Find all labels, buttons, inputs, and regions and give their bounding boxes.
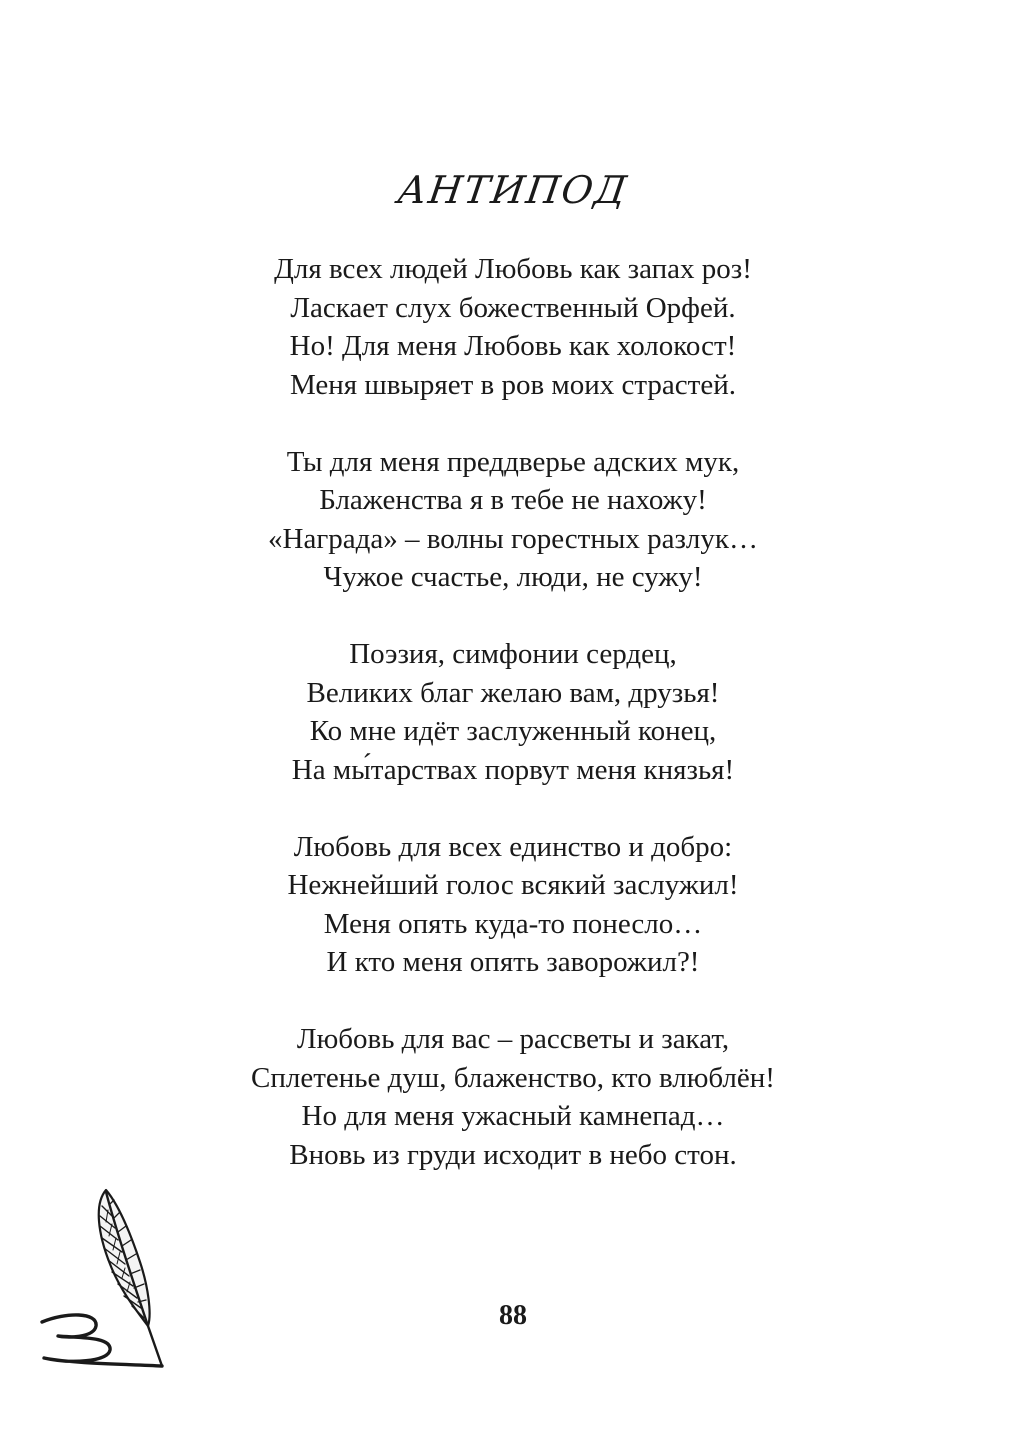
poem-line: Ласкает слух божественный Орфей. xyxy=(290,291,736,324)
poem-line: Ко мне идёт заслуженный конец, xyxy=(309,715,717,747)
poem-line: Но! Для меня Любовь как холокост! xyxy=(289,330,737,362)
poem-line: Нежнейший голос всякий заслужил! xyxy=(287,869,739,901)
poem-line: Вновь из груди исходит в небо стон. xyxy=(289,1138,737,1171)
poem-line: Сплетенье душ, блаженство, кто влюблён! xyxy=(251,1061,775,1094)
poem-line: Для всех людей Любовь как запах роз! xyxy=(274,253,752,285)
stanza-1 xyxy=(0,250,1026,404)
stanza-3 xyxy=(0,635,1026,789)
quill-feather-icon xyxy=(36,1186,170,1372)
poem-line: Блаженства я в тебе не нахожу! xyxy=(319,484,707,516)
stanza-2 xyxy=(0,443,1026,597)
poem-line: На мы́тарствах порвут меня князья! xyxy=(291,753,735,786)
poem-line: Любовь для вас – рассветы и закат, xyxy=(296,1023,730,1055)
poem-line: И кто меня опять заворожил?! xyxy=(326,946,700,978)
poem-line: Ты для меня преддверье адских мук, xyxy=(286,445,740,478)
poem-title: АНТИПОД xyxy=(395,168,631,212)
poem-line: Чужое счастье, люди, не сужу! xyxy=(323,561,703,593)
poem-body xyxy=(0,250,1026,1213)
stanza-4 xyxy=(0,828,1026,982)
poem-line: «Награда» – волны горестных разлук… xyxy=(268,522,758,555)
poem-line: Но для меня ужасный камнепад… xyxy=(301,1100,725,1132)
poem-line: Меня опять куда-то понесло… xyxy=(323,907,703,940)
stanza-5 xyxy=(0,1020,1026,1174)
page-number: 88 xyxy=(499,1300,527,1331)
poem-line: Поэзия, симфонии сердец, xyxy=(349,638,677,670)
poem-line: Великих благ желаю вам, друзья! xyxy=(306,676,720,709)
poem-line: Любовь для всех единство и добро: xyxy=(293,830,733,863)
poem-line: Меня швыряет в ров моих страстей. xyxy=(290,368,736,401)
